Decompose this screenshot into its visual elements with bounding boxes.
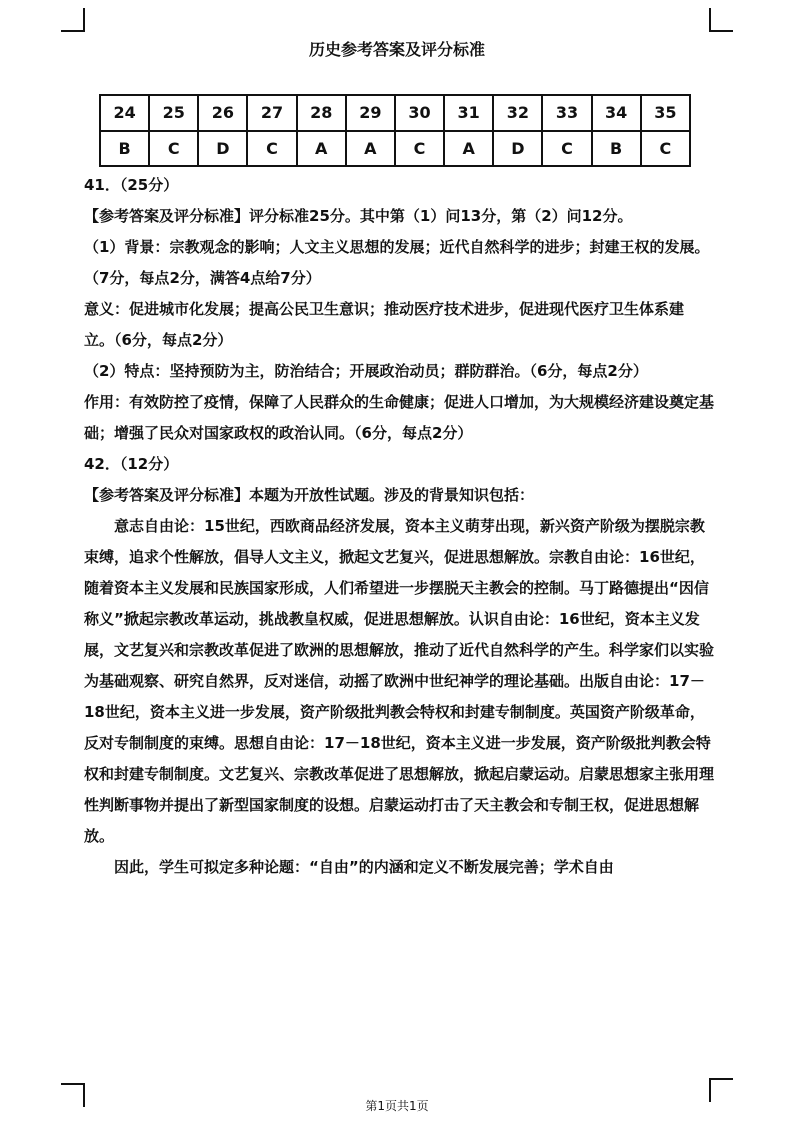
question-number-cell: 24: [100, 95, 149, 131]
question-42-background-text: 意志自由论：15世纪，西欧商品经济发展，资本主义萌芽出现，新兴资产阶级为摆脱宗教束缚，追求个性解放，倡导人文主义，掀起文艺复兴，促进思想解放。宗教自由论：16世纪，随着资本主义发展和民族国家形成，人们希望进一步摆脱天主教会的控制。马丁路德提出“因信称义”掀起宗教改革运动，挑战教皇权威，促进思想解放。认识自由论：16世纪，资本主义发展，文艺复兴和宗教改革促进了欧洲的思想解放，推动了近代自然科学的产生。科学家们以实验为基础观察、研究自然界，反对迷信，动摇了欧洲中世纪神学的理论基础。出版自由论：17－18世纪，资本主义进一步发展，资产阶级批判教会特权和封建专制制度。英国资产阶级革命，反对专制制度的束缚。思想自由论：17－18世纪，资本主义进一步发展，资产阶级批判教会特权和封建专制制度。文艺复兴、宗教改革促进了思想解放，掀起启蒙运动。启蒙思想家主张用理性判断事物并提出了新型国家制度的设想。启蒙运动打击了天主教会和专制王权，促进思想解放。: [84, 517, 715, 845]
question-number-cell: 31: [444, 95, 493, 131]
answer-content: [84, 170, 714, 883]
answer-table-row-numbers: [100, 95, 690, 131]
answer-letter-cell: A: [444, 131, 493, 167]
question-41-heading: 41．（25分）: [84, 176, 179, 194]
answer-letter-cell: C: [149, 131, 198, 167]
question-number-cell: 27: [247, 95, 296, 131]
question-41-part2-effects: 作用：有效防控了疫情，保障了人民群众的生命健康；促进人口增加，为大规模经济建设奠定基础；增强了民众对国家政权的政治认同。（6分，每点2分）: [84, 393, 715, 442]
answer-letter-cell: D: [493, 131, 542, 167]
question-41-part2-features: （2）特点：坚持预防为主，防治结合；开展政治动员；群防群治。（6分，每点2分）: [84, 362, 648, 380]
question-42-heading: 42．（12分）: [84, 455, 179, 473]
answer-letter-cell: B: [592, 131, 641, 167]
answer-letter-cell: D: [198, 131, 247, 167]
question-number-cell: 34: [592, 95, 641, 131]
question-number-cell: 25: [149, 95, 198, 131]
question-41-scoring-note: 【参考答案及评分标准】评分标准25分。其中第（1）问13分，第（2）问12分。: [84, 207, 633, 225]
answer-letter-cell: A: [346, 131, 395, 167]
answer-table-row-letters: [100, 131, 690, 167]
answer-letter-cell: B: [100, 131, 149, 167]
question-42-scoring-note: 【参考答案及评分标准】本题为开放性试题。涉及的背景知识包括：: [84, 486, 535, 504]
question-number-cell: 26: [198, 95, 247, 131]
answer-letter-cell: C: [641, 131, 690, 167]
question-41-part1-background: （1）背景：宗教观念的影响；人文主义思想的发展；近代自然科学的进步；封建王权的发展。（7分，每点2分，满答4点给7分）: [84, 238, 710, 287]
answer-letter-cell: C: [542, 131, 591, 167]
question-number-cell: 35: [641, 95, 690, 131]
answer-letter-cell: A: [297, 131, 346, 167]
answer-letter-cell: C: [247, 131, 296, 167]
question-42-thesis-text: 因此，学生可拟定多种论题：“自由”的内涵和定义不断发展完善；学术自由: [114, 858, 614, 876]
answer-table: [99, 94, 691, 167]
page-footer: 第1页共1页: [365, 1099, 429, 1113]
question-number-cell: 32: [493, 95, 542, 131]
question-number-cell: 33: [542, 95, 591, 131]
page-title: 历史参考答案及评分标准: [308, 40, 485, 59]
question-number-cell: 29: [346, 95, 395, 131]
question-number-cell: 28: [297, 95, 346, 131]
crop-mark-top-right: [709, 8, 733, 32]
question-41-part1-significance: 意义：促进城市化发展；提高公民卫生意识；推动医疗技术进步，促进现代医疗卫生体系建立。（6分，每点2分）: [84, 300, 685, 349]
crop-mark-top-left: [61, 8, 85, 32]
question-number-cell: 30: [395, 95, 444, 131]
answer-letter-cell: C: [395, 131, 444, 167]
